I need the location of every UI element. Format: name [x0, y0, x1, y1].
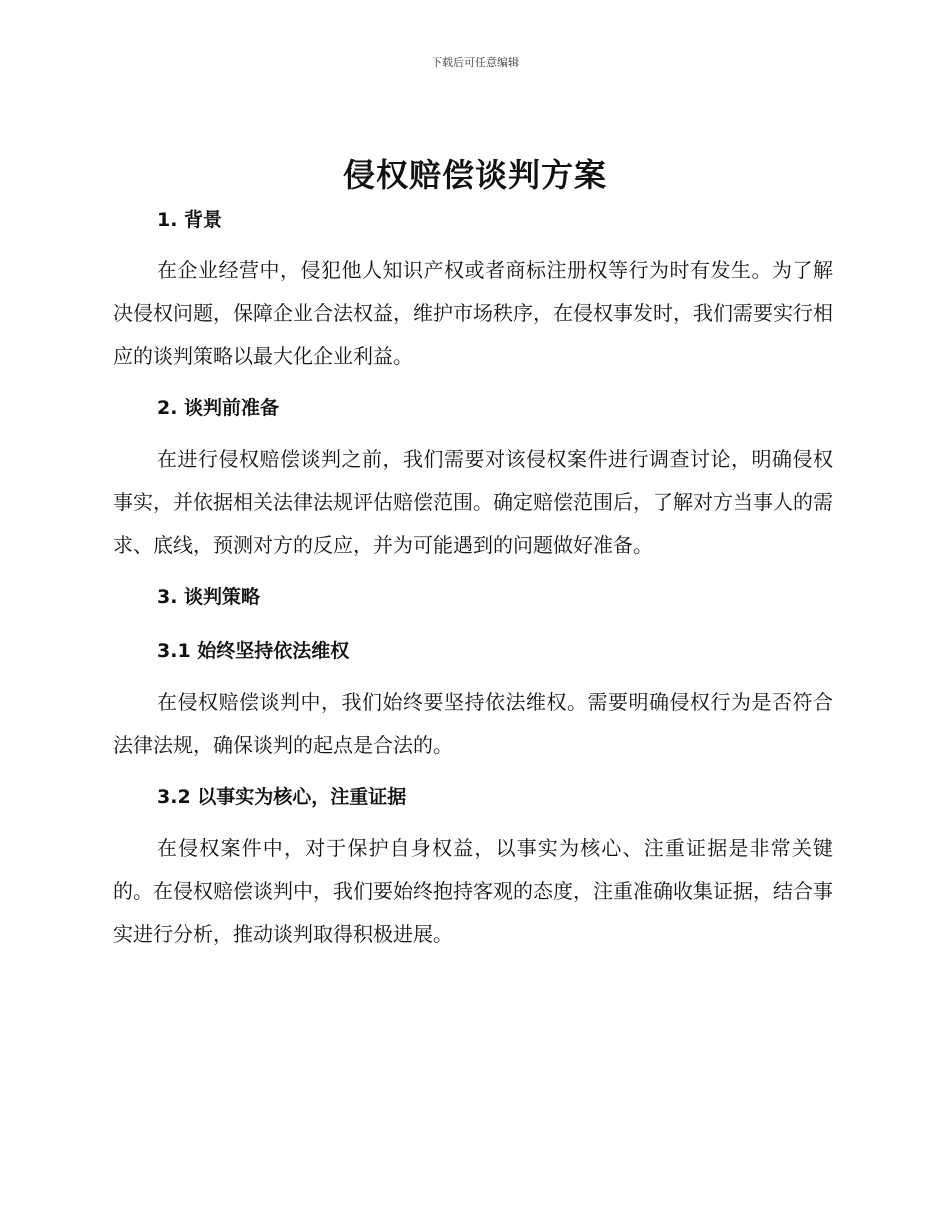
subsection-heading-facts-evidence: 3.2 以事实为核心，注重证据 — [157, 786, 407, 808]
subsection-heading-lawful-rights: 3.1 始终坚持依法维权 — [157, 640, 350, 662]
subsection-paragraph-facts-evidence: 在侵权案件中，对于保护自身权益，以事实为核心、注重证据是非常关键的。在侵权赔偿谈判中，我们要始终抱持客观的态度，注重准确收集证据，结合事实进行分析，推动谈判取得积极进展。 — [113, 836, 833, 946]
section-paragraph-background: 在企业经营中，侵犯他人知识产权或者商标注册权等行为时有发生。为了解决侵权问题，保障企业合法权益，维护市场秩序，在侵权事发时，我们需要实行相应的谈判策略以最大化企业利益。 — [113, 258, 833, 368]
section-heading-preparation: 2. 谈判前准备 — [157, 397, 280, 419]
page-title: 侵权赔偿谈判方案 — [342, 156, 607, 194]
section-paragraph-preparation: 在进行侵权赔偿谈判之前，我们需要对该侵权案件进行调查讨论，明确侵权事实，并依据相关法律法规评估赔偿范围。确定赔偿范围后，了解对方当事人的需求、底线，预测对方的反应，并为可能遇到的问题做好准备。 — [113, 447, 833, 557]
document-body — [113, 204, 833, 956]
section-heading-background: 1. 背景 — [157, 209, 223, 231]
section-heading-strategy: 3. 谈判策略 — [157, 586, 261, 608]
header-note: 下载后可任意编辑 — [431, 56, 519, 69]
subsection-paragraph-lawful-rights: 在侵权赔偿谈判中，我们始终要坚持依法维权。需要明确侵权行为是否符合法律法规，确保谈判的起点是合法的。 — [113, 690, 833, 757]
